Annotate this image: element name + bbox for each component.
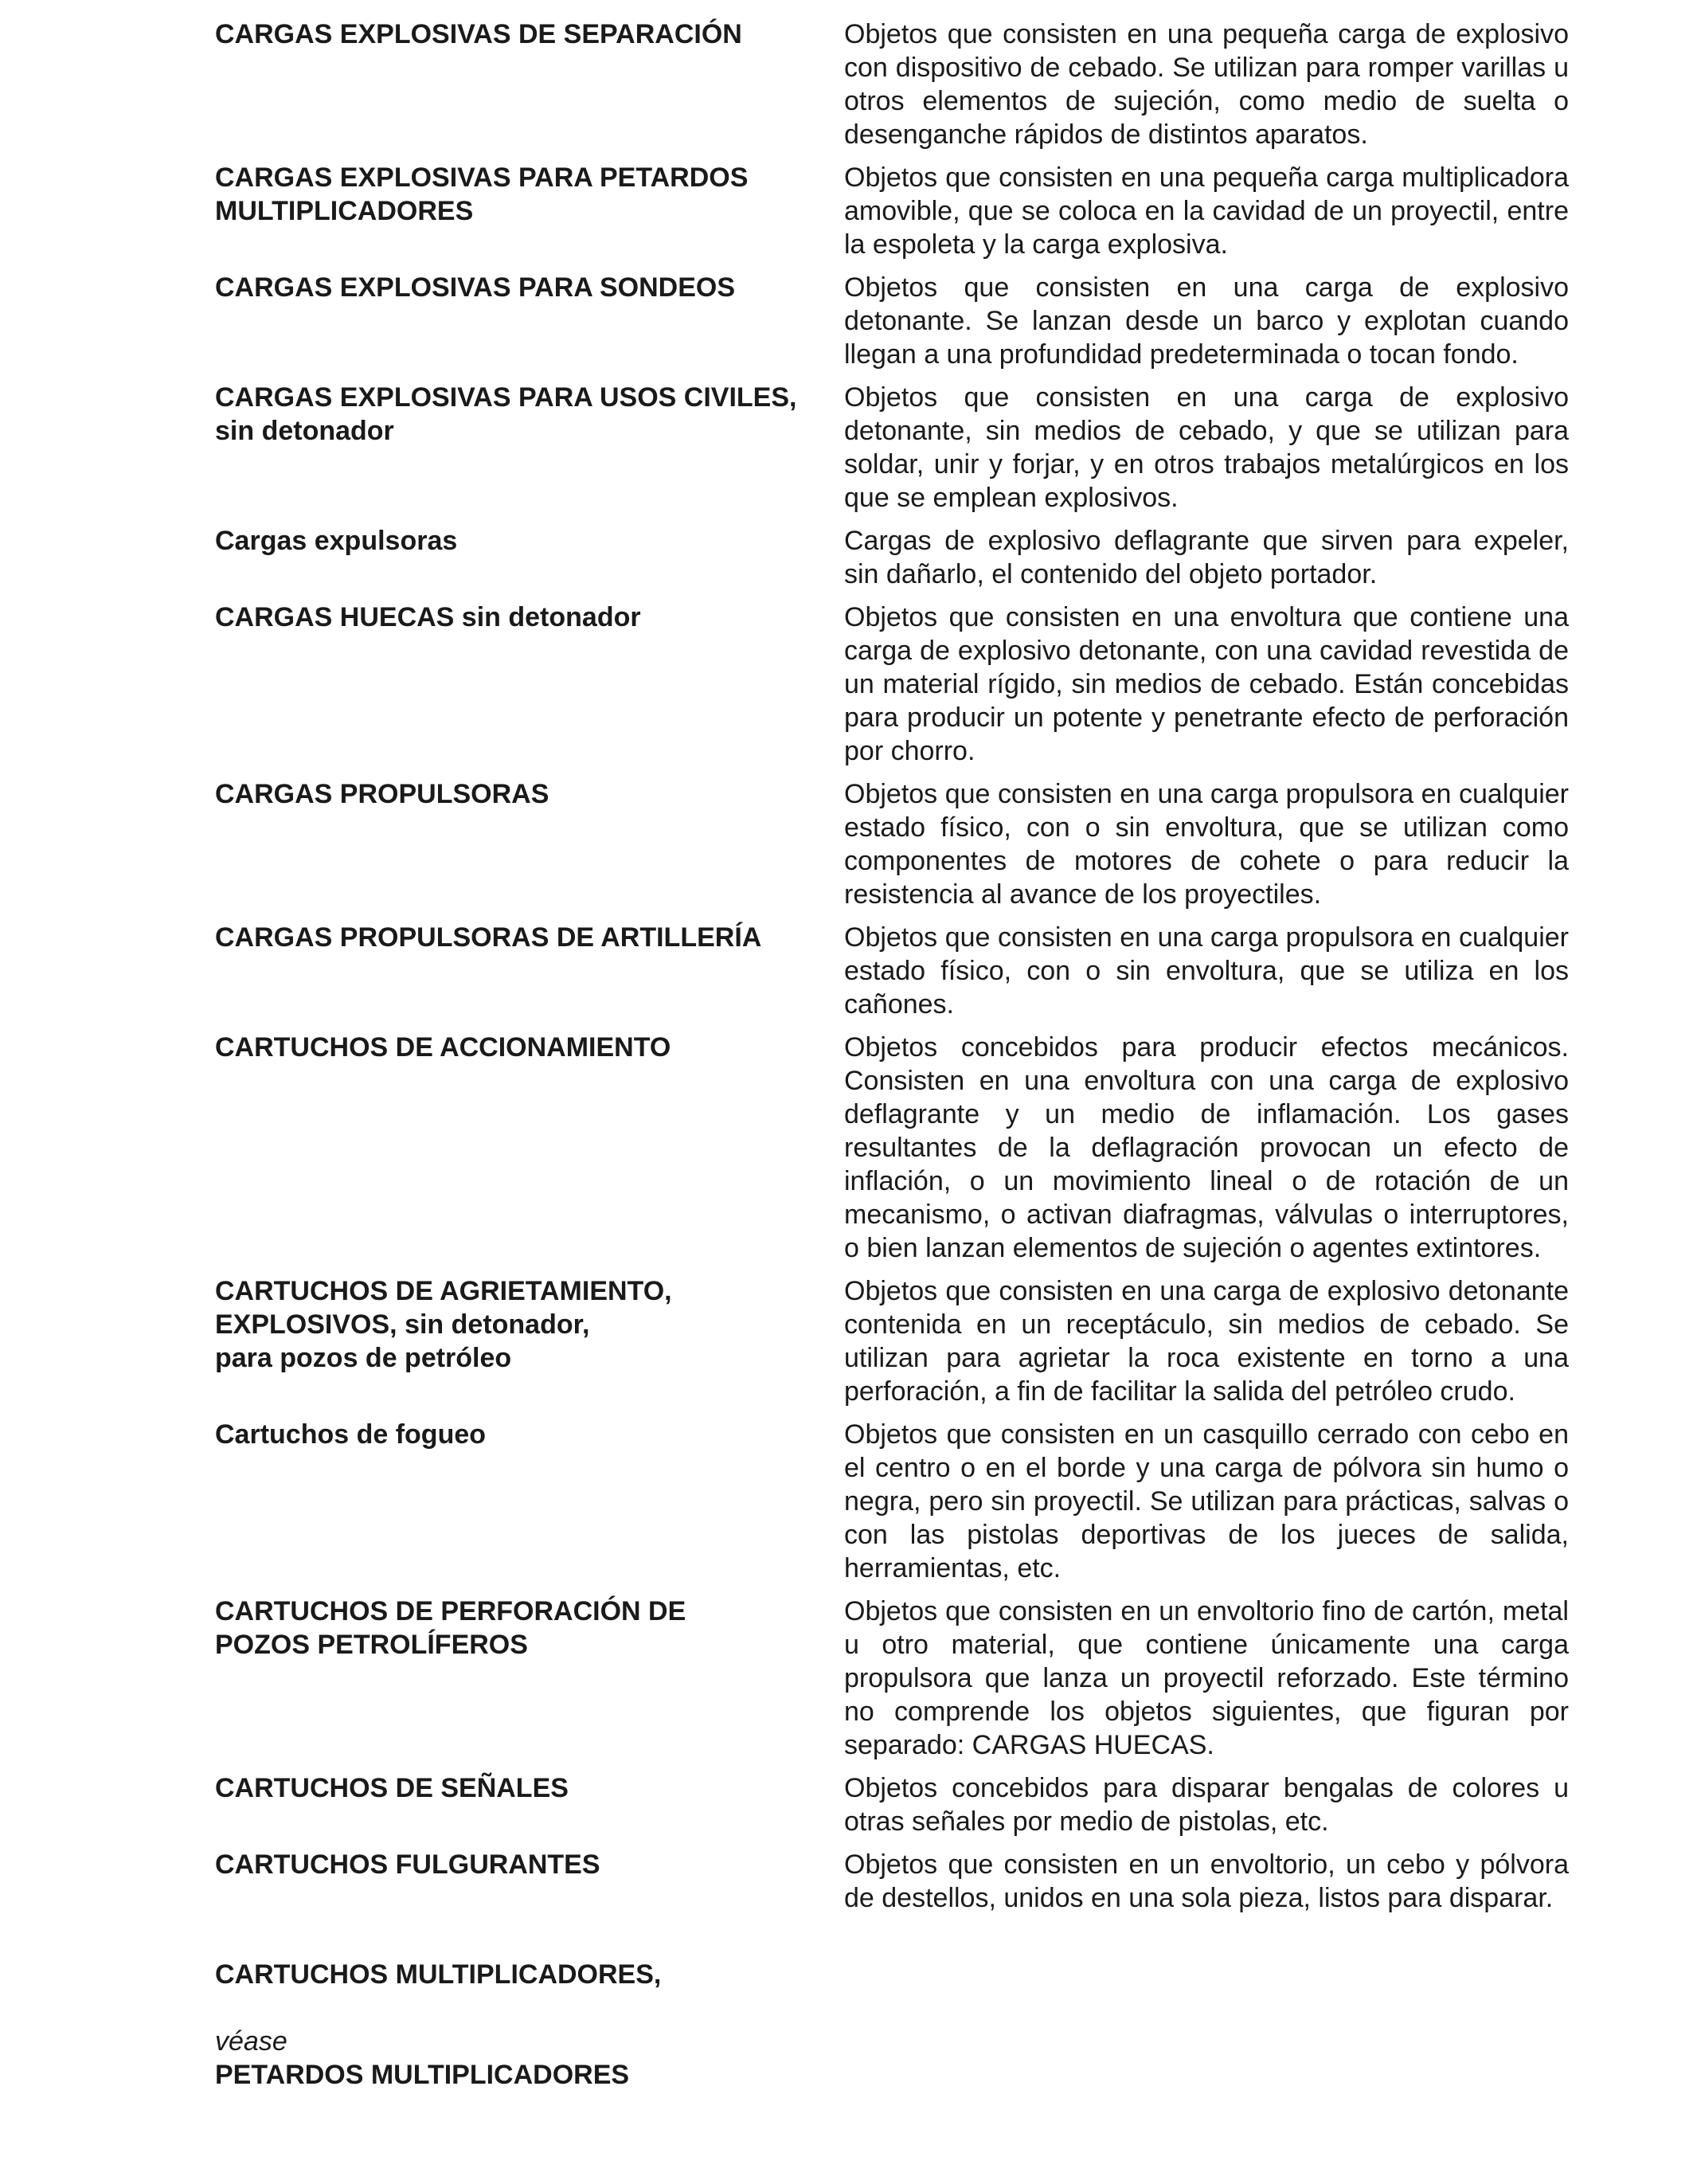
glossary-definition: Objetos que consisten en una carga de explosivo detonante, sin medios de cebado, y que se utilizan para soldar, unir y forjar, y en otros trabajos metalúrgicos en los que se emplean explosivos. bbox=[844, 382, 1569, 513]
glossary-definition: Objetos que consisten en una carga propulsora en cualquier estado físico, con o sin envoltura, que se utilizan como componentes de motores de cohete o para reducir la resistencia al avance de los proyectiles. bbox=[844, 779, 1569, 910]
glossary-entry bbox=[215, 601, 1569, 768]
glossary-definition: Objetos que consisten en un casquillo cerrado con cebo en el centro o en el borde y una carga de pólvora sin humo o negra, pero sin proyectil. Se utilizan para prácticas, salvas o con las pistolas deportivas de los jueces de salida, herramientas, etc. bbox=[844, 1419, 1569, 1583]
glossary-definition: Objetos que consisten en una carga de explosivo detonante contenida en un receptáculo, sin medios de cebado. Se utilizan para agrietar la roca existente en torno a una perforación, a fin de facilitar la salida del petróleo crudo. bbox=[844, 1276, 1569, 1407]
glossary-list bbox=[215, 18, 1569, 2101]
see-also-target: PETARDOS MULTIPLICADORES bbox=[215, 2060, 630, 2090]
glossary-entry bbox=[215, 921, 1569, 1021]
glossary-term-cross-reference bbox=[215, 1924, 844, 2092]
glossary-entry bbox=[215, 1771, 1569, 1838]
glossary-definition: Objetos que consisten en un envoltorio fino de cartón, metal u otro material, que contiene únicamente una carga propulsora que lanza un proyectil reforzado. Este término no comprende los objetos siguientes, que figuran por separado: CARGAS HUECAS. bbox=[844, 1596, 1569, 1760]
glossary-term-text: CARTUCHOS MULTIPLICADORES, bbox=[215, 1959, 662, 1990]
glossary-definition: Objetos que consisten en una pequeña carga de explosivo con dispositivo de cebado. Se utilizan para romper varillas u otros elementos de sujeción, como medio de suelta o desenganche rápidos de distintos aparatos. bbox=[844, 19, 1569, 150]
glossary-term: Cartuchos de fogueo bbox=[215, 1419, 487, 1450]
glossary-definition: Objetos que consisten en una carga de explosivo detonante. Se lanzan desde un barco y explotan cuando llegan a una profundidad predeterminada o tocan fondo. bbox=[844, 272, 1569, 370]
glossary-definition: Objetos que consisten en una envoltura que contiene una carga de explosivo detonante, con una cavidad revestida de un material rígido, sin medios de cebado. Están concebidas para producir un potente y penetrante efecto de perforación por chorro. bbox=[844, 602, 1569, 766]
glossary-entry bbox=[215, 381, 1569, 515]
glossary-definition: Cargas de explosivo deflagrante que sirven para expeler, sin dañarlo, el contenido del objeto portador. bbox=[844, 526, 1569, 589]
glossary-entry bbox=[215, 777, 1569, 911]
glossary-entry bbox=[215, 18, 1569, 151]
glossary-definition: Objetos concebidos para producir efectos mecánicos. Consisten en una envoltura con una carga de explosivo deflagrante y un medio de inflamación. Los gases resultantes de la deflagración provocan un efecto de inflación, o un movimiento lineal o de rotación de un mecanismo, o activan diafragmas, válvulas o interruptores, o bien lanzan elementos de sujeción o agentes extintores. bbox=[844, 1032, 1569, 1263]
glossary-term: CARTUCHOS FULGURANTES bbox=[215, 1849, 600, 1880]
glossary-term: CARGAS EXPLOSIVAS PARA SONDEOS bbox=[215, 272, 736, 303]
glossary-entry bbox=[215, 524, 1569, 591]
glossary-term: CARGAS PROPULSORAS bbox=[215, 779, 549, 809]
glossary-term: CARGAS EXPLOSIVAS PARA PETARDOS MULTIPLICADORES bbox=[215, 162, 749, 226]
glossary-entry bbox=[215, 1848, 1569, 1915]
see-also-word: véase bbox=[215, 2026, 287, 2057]
glossary-entry bbox=[215, 1418, 1569, 1585]
glossary-entry bbox=[215, 161, 1569, 261]
glossary-entry bbox=[215, 271, 1569, 371]
glossary-term: CARGAS HUECAS sin detonador bbox=[215, 602, 641, 632]
glossary-term: CARTUCHOS DE SEÑALES bbox=[215, 1773, 569, 1803]
glossary-definition: Objetos que consisten en una pequeña carga multiplicadora amovible, que se coloca en la cavidad de un proyectil, entre la espoleta y la carga explosiva. bbox=[844, 162, 1569, 260]
glossary-definition: Objetos concebidos para disparar bengalas de colores u otras señales por medio de pistolas, etc. bbox=[844, 1773, 1569, 1837]
glossary-term: Cargas expulsoras bbox=[215, 526, 458, 556]
glossary-entry bbox=[215, 1595, 1569, 1762]
glossary-term: CARGAS PROPULSORAS DE ARTILLERÍA bbox=[215, 922, 762, 953]
glossary-term: CARTUCHOS DE PERFORACIÓN DE POZOS PETROLÍFEROS bbox=[215, 1596, 686, 1660]
glossary-term: CARGAS EXPLOSIVAS PARA USOS CIVILES, sin detonador bbox=[215, 382, 797, 446]
glossary-definition: Objetos que consisten en un envoltorio, un cebo y pólvora de destellos, unidos en una sola pieza, listos para disparar. bbox=[844, 1849, 1569, 1913]
glossary-term: CARTUCHOS DE ACCIONAMIENTO bbox=[215, 1032, 671, 1063]
glossary-entry bbox=[215, 1924, 1569, 2092]
glossary-definition: Objetos que consisten en una carga propulsora en cualquier estado físico, con o sin envoltura, que se utiliza en los cañones. bbox=[844, 922, 1569, 1020]
glossary-term: CARGAS EXPLOSIVAS DE SEPARACIÓN bbox=[215, 19, 742, 49]
glossary-entry bbox=[215, 1274, 1569, 1408]
glossary-term: CARTUCHOS DE AGRIETAMIENTO, EXPLOSIVOS, sin detonador, para pozos de petróleo bbox=[215, 1276, 672, 1373]
glossary-entry bbox=[215, 1031, 1569, 1265]
